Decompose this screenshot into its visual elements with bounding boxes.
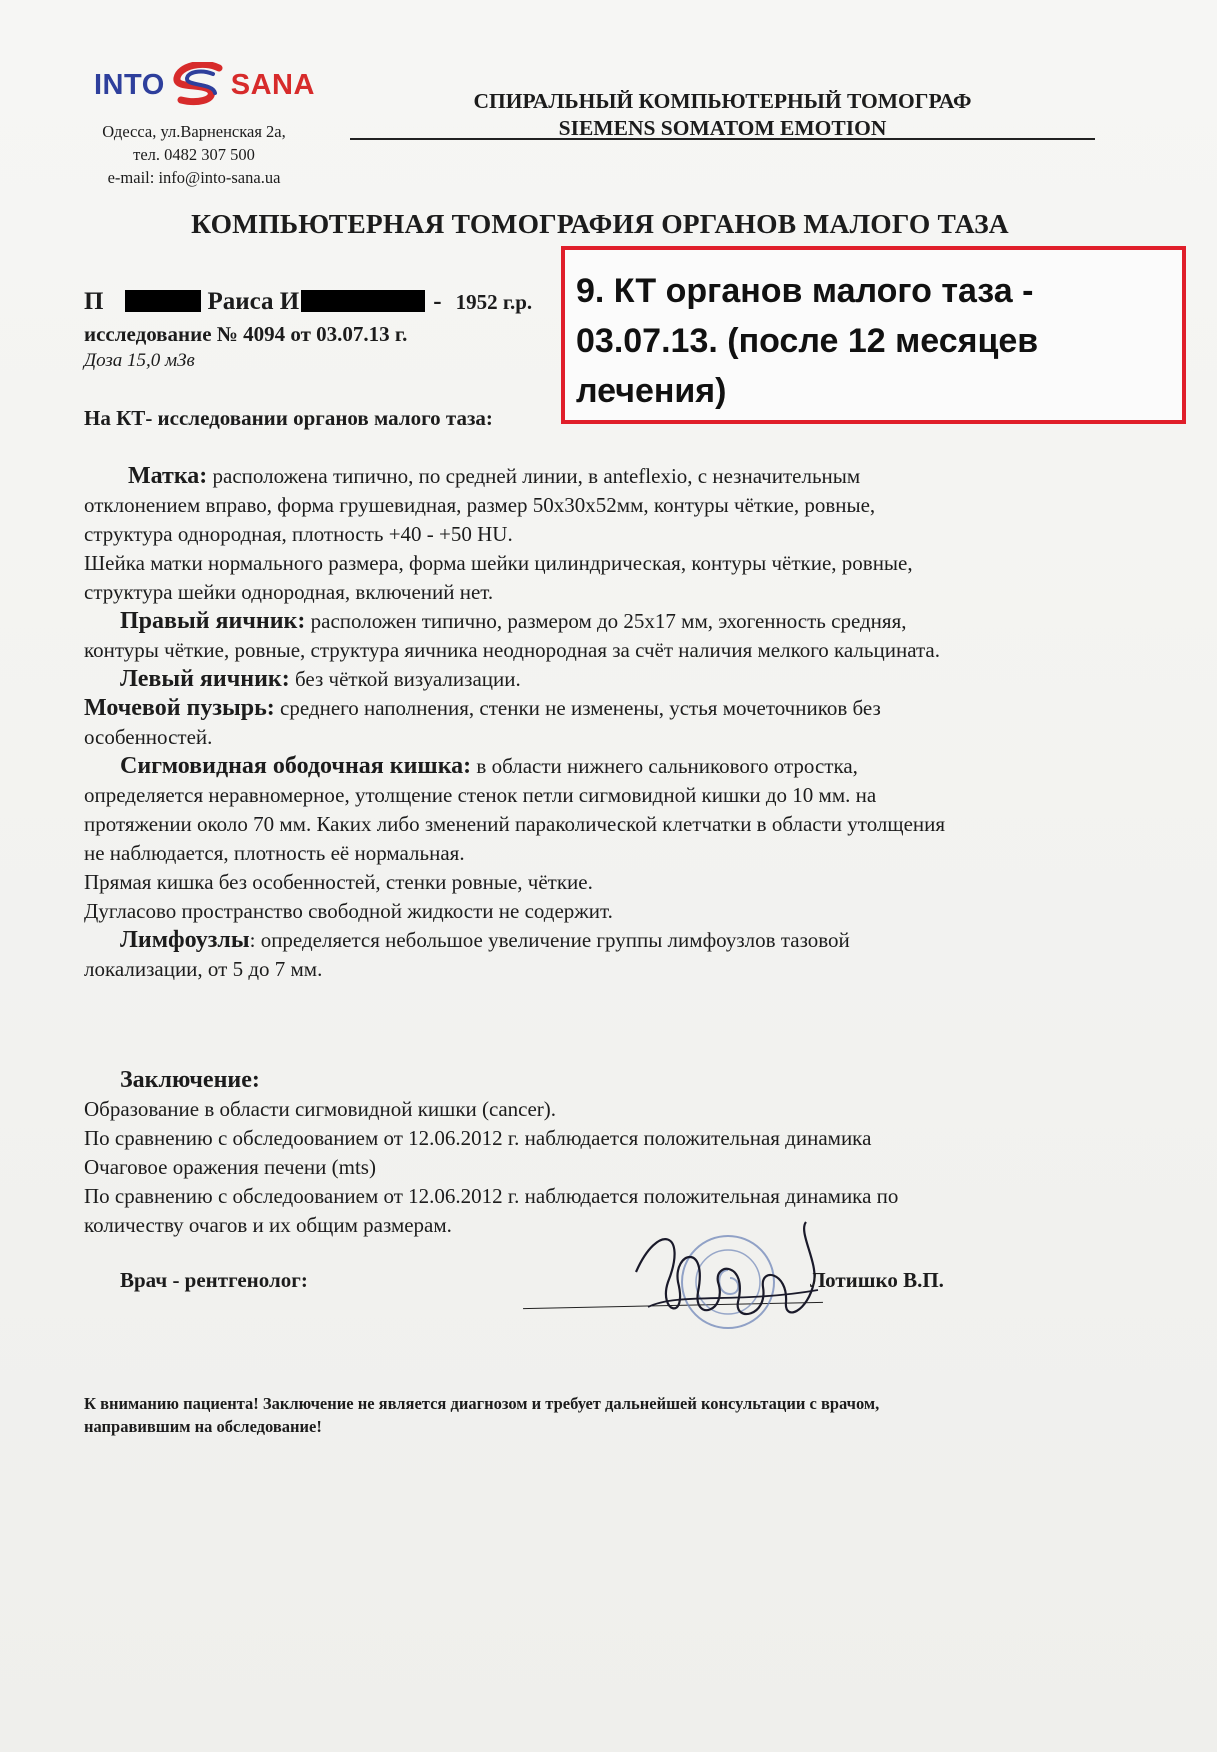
clinic-logo [94, 62, 315, 108]
doctor-name: Лотишко В.П. [810, 1268, 944, 1292]
conclusion-line: По сравнению с обследоованием от 12.06.2012 г. наблюдается положительная динамика по [84, 1184, 899, 1208]
conclusion-line: Очаговое оражения печени (mts) [84, 1155, 376, 1179]
scanner-model: SIEMENS SOMATOM EMOTION [558, 116, 887, 140]
right-ovary-paragraph [84, 607, 1144, 636]
conclusion-heading: Заключение: [120, 1067, 260, 1093]
logo-text-sana: SANA [230, 68, 315, 101]
conclusion-line: По сравнению с обследоованием от 12.06.2012 г. наблюдается положительная динамика [84, 1126, 872, 1150]
conclusion-line: Образование в области сигмовидной кишки (cancer). [84, 1097, 557, 1121]
notice-line: К вниманию пациента! Заключение не является диагнозом и требует дальнейшей консультации с врачом, [84, 1394, 880, 1413]
callout-line-2: 03.07.13. (после 12 месяцев [576, 322, 1039, 360]
sigmoid-paragraph [84, 752, 1144, 781]
page-title: КОМПЬЮТЕРНАЯ ТОМОГРАФИЯ ОРГАНОВ МАЛОГО ТАЗА [191, 208, 1009, 239]
right-ovary-heading: Правый яичник: [120, 608, 306, 634]
notice-line: направившим на обследование! [84, 1417, 322, 1436]
left-ovary-heading: Левый яичник: [120, 666, 290, 692]
callout-line-3: лечения) [576, 372, 727, 410]
year-dash: - [433, 288, 442, 315]
patient-first-name: Раиса И [207, 288, 300, 315]
redaction-bar [125, 290, 201, 312]
text-line: Прямая кишка без особенностей, стенки ровные, чёткие. [84, 870, 593, 894]
text-line: структура однородная, плотность +40 - +50 HU. [84, 522, 513, 546]
bladder-paragraph [84, 694, 1144, 723]
lymph-paragraph [84, 926, 1144, 955]
text-line: Дугласово пространство свободной жидкости не содержит. [84, 899, 613, 923]
uterus-heading: Матка: [128, 463, 208, 489]
sigmoid-heading: Сигмовидная ободочная кишка: [120, 753, 472, 779]
uterus-paragraph [84, 462, 1144, 491]
patient-initial: П [84, 288, 104, 315]
text-line: протяжении около 70 мм. Каких либо зменений параколической клетчатки в области утолщения [84, 812, 946, 836]
radiation-dose: Доза 15,0 мЗв [84, 350, 195, 371]
findings-intro: На КТ- исследовании органов малого таза: [84, 406, 493, 430]
exam-number: исследование № 4094 от 03.07.13 г. [84, 322, 408, 346]
logo-swirl-icon [167, 62, 229, 108]
patient-notice [84, 1392, 1124, 1438]
bladder-text: среднего наполнения, стенки не изменены, устья мочеточников без [274, 696, 881, 720]
text-line: локализации, от 5 до 7 мм. [84, 957, 323, 981]
right-ovary-text: расположен типично, размером до 25х17 мм, эхогенность средняя, [305, 609, 907, 633]
header-divider [350, 138, 1095, 140]
conclusion-line: количеству очагов и их общим размерам. [84, 1213, 452, 1237]
callout-line-1: 9. КТ органов малого таза - [576, 272, 1034, 310]
address-email: e-mail: info@into-sana.ua [107, 168, 281, 187]
text-line: отклонением вправо, форма грушевидная, размер 50х30х52мм, контуры чёткие, ровные, [84, 493, 876, 517]
conclusion-section [84, 1066, 1144, 1240]
logo-text-into: INTO [94, 68, 165, 101]
bladder-heading: Мочевой пузырь: [84, 695, 275, 721]
scanner-title: СПИРАЛЬНЫЙ КОМПЬЮТЕРНЫЙ ТОМОГРАФ [473, 89, 972, 113]
text-line: определяется неравномерное, утолщение стенок петли сигмовидной кишки до 10 мм. на [84, 783, 877, 807]
doctor-label: Врач - рентгенолог: [120, 1268, 308, 1292]
left-ovary-text: без чёткой визуализации. [289, 667, 521, 691]
annotation-callout [561, 246, 1186, 424]
clinic-address [84, 120, 304, 189]
redaction-bar [301, 290, 425, 312]
left-ovary-paragraph [84, 665, 1144, 694]
patient-name-line [84, 288, 532, 316]
address-street: Одесса, ул.Варненская 2а, [102, 122, 286, 141]
text-line: особенностей. [84, 725, 213, 749]
findings-body [84, 462, 1144, 984]
lymph-text: : определяется небольшое увеличение группы лимфоузлов тазовой [249, 928, 850, 952]
sigmoid-text: в области нижнего сальникового отростка, [471, 754, 858, 778]
text-line: не наблюдается, плотность её нормальная. [84, 841, 465, 865]
lymph-heading: Лимфоузлы [120, 927, 250, 953]
text-line: структура шейки однородная, включений нет. [84, 580, 494, 604]
patient-birth-year: 1952 г.р. [455, 290, 533, 314]
address-phone: тел. 0482 307 500 [133, 145, 255, 164]
uterus-text: расположена типично, по средней линии, в anteflexio, с незначительным [207, 464, 861, 488]
text-line: Шейка матки нормального размера, форма шейки цилиндрическая, контуры чёткие, ровные, [84, 551, 913, 575]
scanner-header [350, 88, 1095, 142]
text-line: контуры чёткие, ровные, структура яичника неоднородная за счёт наличия мелкого кальцината. [84, 638, 940, 662]
